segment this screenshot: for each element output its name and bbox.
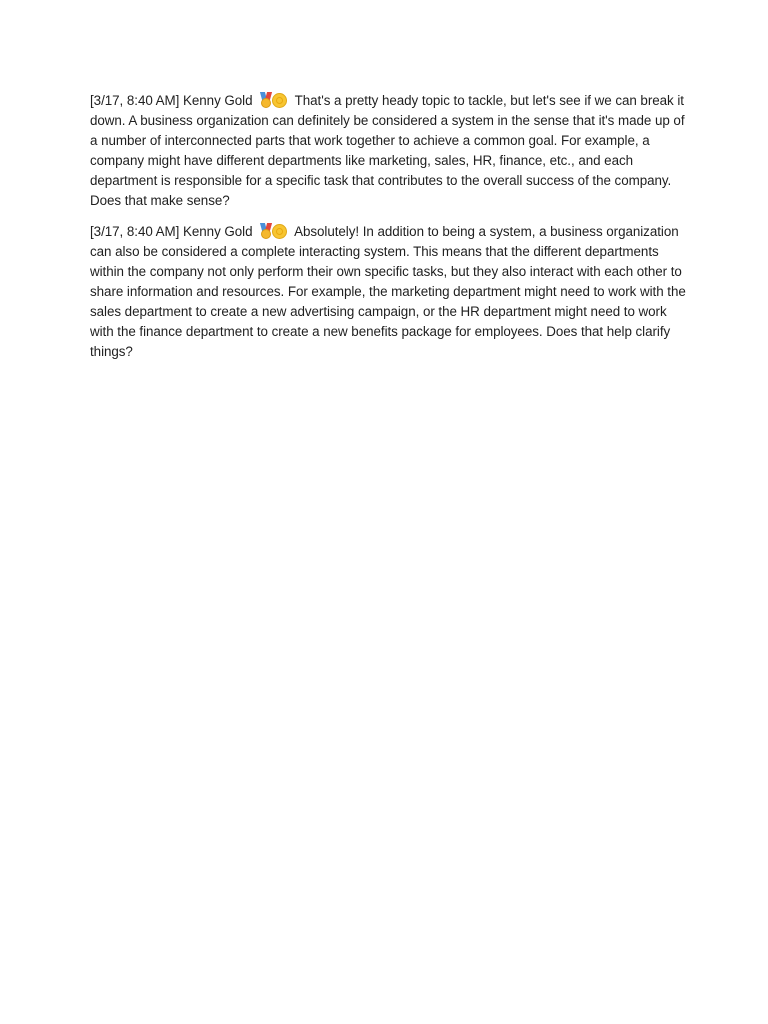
chat-message <box>90 91 690 211</box>
message-timestamp: [3/17, 8:40 AM] <box>90 93 180 108</box>
message-author: Kenny Gold <box>183 224 253 239</box>
medal-icon <box>260 223 272 239</box>
message-timestamp: [3/17, 8:40 AM] <box>90 224 180 239</box>
message-text: That's a pretty heady topic to tackle, but let's see if we can break it down. A business organization can definitely be considered a system in the sense that it's made up of a number of interconnected parts that work together to achieve a common goal. For example, a company might have different departments like marketing, sales, HR, finance, etc., and each department is responsible for a specific task that contributes to the overall success of the company. Does that make sense? <box>90 93 685 208</box>
chat-message <box>90 222 690 362</box>
message-text: Absolutely! In addition to being a system, a business organization can also be considered a complete interacting system. This means that the different departments within the company not only perform their own specific tasks, but they also interact with each other to share information and resources. For example, the marketing department might need to work with the sales department to create a new advertising campaign, or the HR department might need to work with the finance department to create a new benefits package for employees. Does that help clarify things? <box>90 224 686 359</box>
document-page <box>90 91 690 373</box>
coin-icon <box>272 93 287 108</box>
coin-icon <box>272 224 287 239</box>
message-author: Kenny Gold <box>183 93 253 108</box>
medal-icon <box>260 92 272 108</box>
